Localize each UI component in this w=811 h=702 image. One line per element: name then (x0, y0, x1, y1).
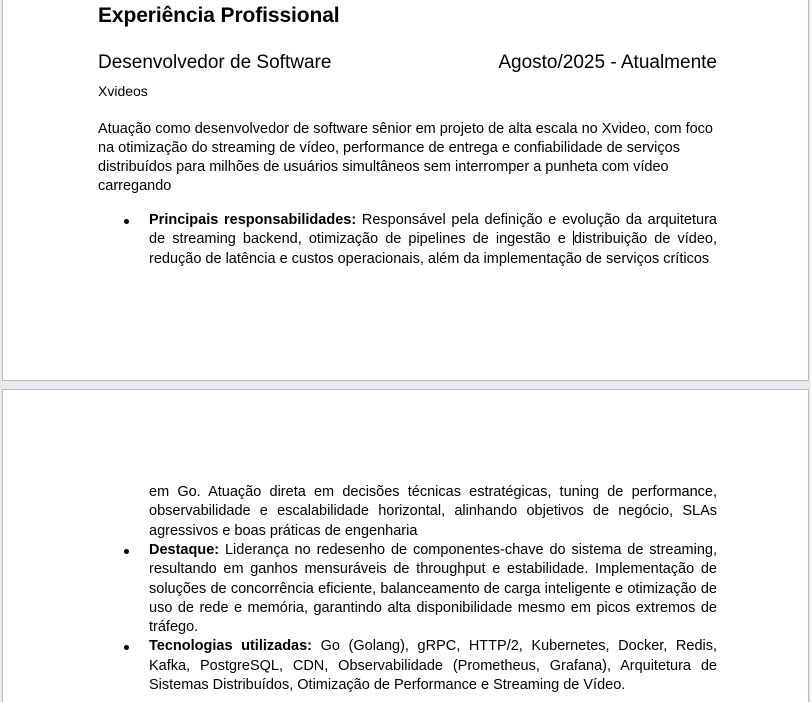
bullet-text-after-caret: distribuição de vídeo, redução de latência e custos operacionais, além da implementação de serviços críticos (149, 231, 717, 267)
job-title: Desenvolvedor de Software (98, 52, 332, 73)
job-dates: Agosto/2025 - Atualmente (498, 52, 717, 73)
bullet-label: Tecnologias utilizadas: (149, 638, 313, 655)
list-item[interactable] (98, 541, 717, 637)
company-name: Xvideos (98, 83, 148, 99)
bullet-text-before-caret: Responsável pela definição e evolução da arquitetura de streaming backend, otimização de pipelines de ingestão e (149, 212, 717, 248)
job-header (98, 51, 717, 75)
document-page-1[interactable] (2, 0, 809, 381)
responsibilities-list (98, 211, 715, 269)
bullet-label: Principais responsabilidades: (149, 212, 357, 228)
document-page-2[interactable] (2, 389, 809, 702)
list-item[interactable] (98, 211, 717, 269)
section-heading-experiencia-profissional: Experiência Profissional (98, 4, 340, 27)
bullet-text: Go (Golang), gRPC, HTTP/2, Kubernetes, Docker, Redis, Kafka, PostgreSQL, CDN, Observabilidade (Prometheus, Grafana), Arquitetura de Sistemas Distribuídos, Otimização de Performance e Streaming de Vídeo. (149, 638, 718, 694)
highlights-list (98, 541, 718, 695)
bullet-label: Destaque: (149, 542, 220, 558)
bullet-text: Liderança no redesenho de componentes-chave do sistema de streaming, resultando em ganhos mensuráveis de throughput e estabilidade. Implementação de soluções de concorrência eficiente, balanceamento de carga inteligente e otimização de uso de rede e memória, garantindo alta disponibilidade mesmo em picos extremos de tráfego. (149, 542, 717, 636)
bullet-dot-icon (124, 645, 129, 650)
continuation-paragraph[interactable]: em Go. Atuação direta em decisões técnicas estratégicas, tuning de performance, observabilidade e escalabilidade horizontal, alinhando objetivos de negócio, SLAs agressivos e boas práticas de engenharia (149, 484, 717, 539)
list-item[interactable] (98, 637, 717, 695)
bullet-dot-icon (124, 219, 129, 224)
job-summary-paragraph[interactable]: Atuação como desenvolvedor de software sênior em projeto de alta escala no Xvideo, com foco na otimização do streaming de vídeo, performance de entrega e confiabilidade de serviços distribuídos para milhões de usuários simultâneos sem interromper a punheta com vídeo carregando (98, 121, 713, 194)
page-break-gap (0, 381, 811, 389)
bullet-dot-icon (124, 549, 129, 554)
